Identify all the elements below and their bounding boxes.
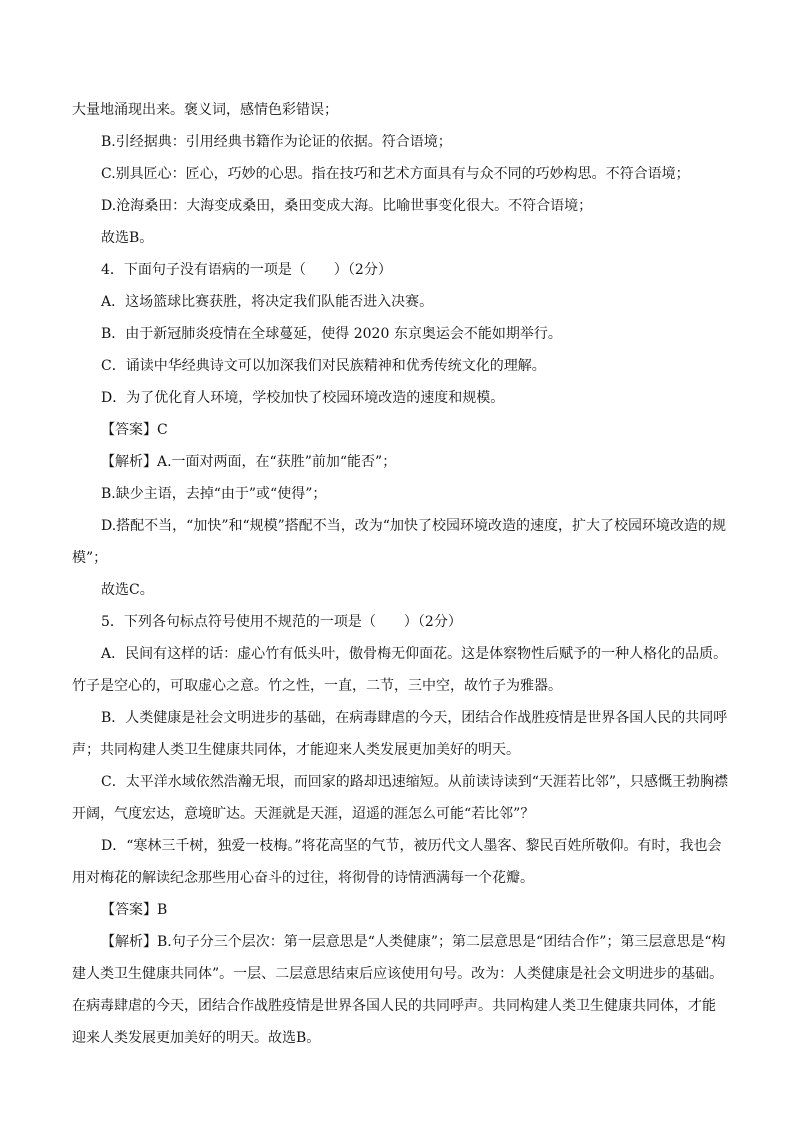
question-5-stem: 5．下列各句标点符号使用不规范的一项是（ ）（2分） — [101, 614, 462, 630]
text-line: 大量地涌现出来。褒义词，感情色彩错误； — [72, 102, 338, 118]
text-line: 模”； — [72, 550, 108, 566]
text-line: 在病毒肆虐的今天，团结合作战胜疫情是世界各国人民的共同呼声。共同构建人类卫生健康共同体，才能 — [72, 998, 716, 1014]
answer-line: 【答案】C — [101, 422, 168, 438]
analysis-line: 【解析】B.句子分三个层次：第一层意思是“人类健康”；第二层意思是“团结合作”；第三层意思是“构 — [101, 934, 726, 950]
question-4-stem: 4．下面句子没有语病的一项是（ ）（2分） — [101, 262, 392, 278]
option-line: D．“寒林三千树，独爱一枝梅。”将花高坚的气节，被历代文人墨客、黎民百姓所敬仰。有时，我也会 — [101, 838, 722, 854]
text-line: 建人类卫生健康共同体”。一层、二层意思结束后应该使用句号。改为：人类健康是社会文明进步的基础。 — [72, 966, 724, 982]
option-line: D．为了优化育人环境，学校加快了校园环境改造的速度和规模。 — [101, 390, 505, 406]
option-line: B．由于新冠肺炎疫情在全球蔓延，使得 2020 东京奥运会不能如期举行。 — [101, 326, 562, 342]
text-line: C.别具匠心：匠心，巧妙的心思。指在技巧和艺术方面具有与众不同的巧妙构思。不符合语境； — [101, 166, 690, 182]
text-line: D.搭配不当，“加快”和“规模”搭配不当，改为“加快了校园环境改造的速度，扩大了校园环境改造的规 — [101, 518, 726, 534]
text-line: 用对梅花的解读纪念那些用心奋斗的过往，将彻骨的诗情洒满每一个花瓣。 — [72, 870, 534, 886]
option-line: C．太平洋水域依然浩瀚无垠，而回家的路却迅速缩短。从前读诗读到“天涯若比邻”，只感慨王勃胸襟 — [101, 774, 729, 790]
text-line: B.引经据典：引用经典书籍作为论证的依据。符合语境； — [101, 134, 452, 150]
text-line: B.缺少主语，去掉“由于”或“使得”； — [101, 486, 327, 502]
option-line: C．诵读中华经典诗文可以加深我们对民族精神和优秀传统文化的理解。 — [101, 358, 546, 374]
option-line: B．人类健康是社会文明进步的基础，在病毒肆虐的今天，团结合作战胜疫情是世界各国人民的共同呼 — [101, 710, 728, 726]
text-line: D.沧海桑田：大海变成桑田，桑田变成大海。比喻世事变化很大。不符合语境； — [101, 198, 593, 214]
text-line: 竹子是空心的，可取虚心之意。竹之性，一直，二节，三中空，故竹子为雅器。 — [72, 678, 562, 694]
option-line: A．民间有这样的话：虚心竹有低头叶，傲骨梅无仰面花。这是体察物性后赋予的一种人格化的品质。 — [101, 646, 728, 662]
analysis-line: 【解析】A.一面对两面，在“获胜”前加“能否”； — [101, 454, 397, 470]
option-line: A．这场篮球比赛获胜，将决定我们队能否进入决赛。 — [101, 294, 434, 310]
text-line: 故选B。 — [101, 230, 154, 246]
text-line: 开阔，气度宏达，意境旷达。天涯就是天涯，迢遥的涯怎么可能“若比邻”？ — [72, 806, 535, 822]
answer-line: 【答案】B — [101, 902, 168, 918]
text-line: 声；共同构建人类卫生健康共同体，才能迎来人类发展更加美好的明天。 — [72, 742, 520, 758]
text-line: 故选C。 — [101, 582, 154, 598]
text-line: 迎来人类发展更加美好的明天。故选B。 — [72, 1030, 321, 1046]
